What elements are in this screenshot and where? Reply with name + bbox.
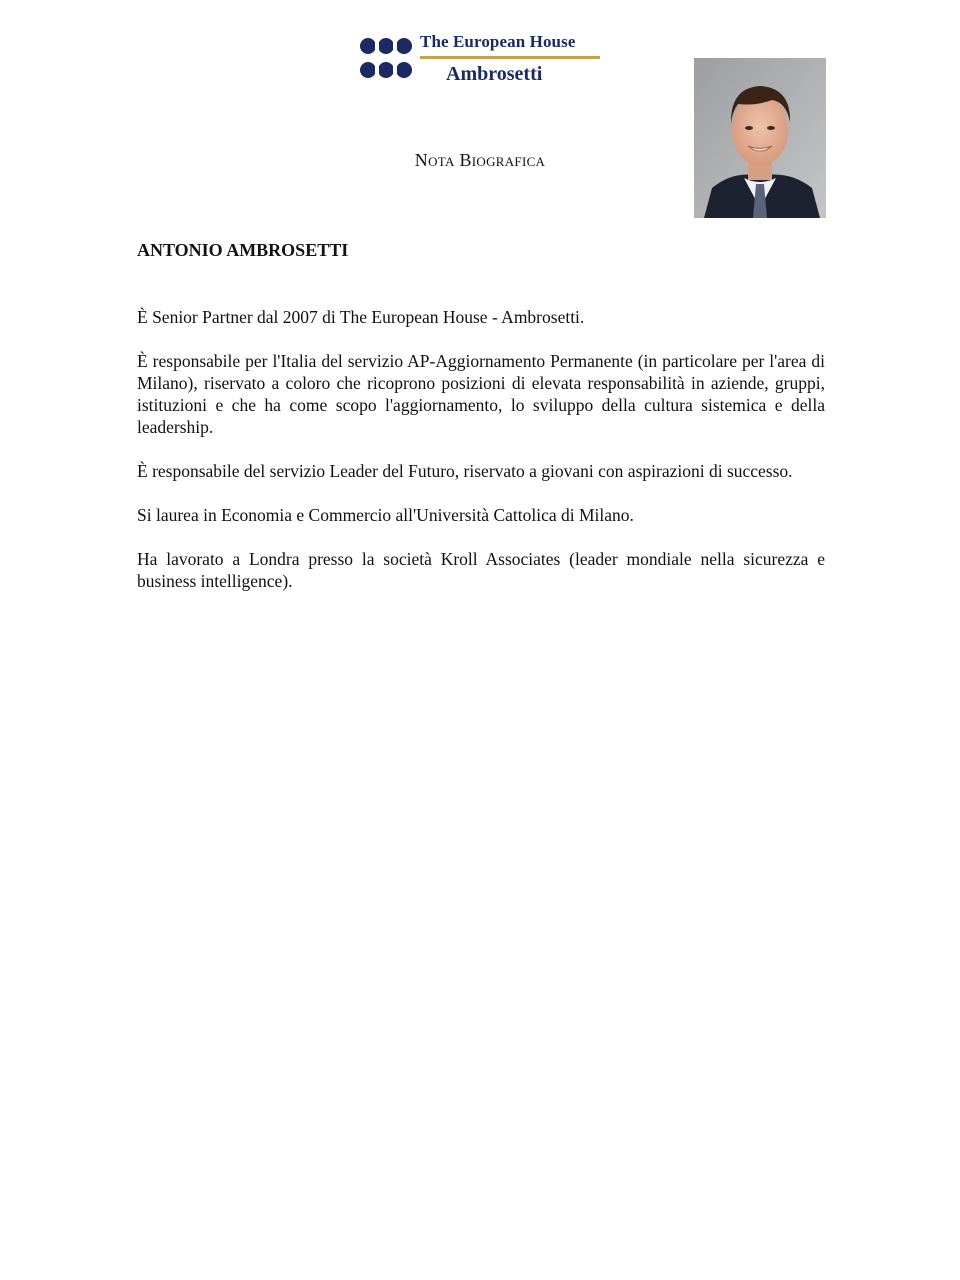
ambrosetti-logo-icon (358, 32, 414, 84)
logo-divider (420, 56, 600, 59)
person-name: ANTONIO AMBROSETTI (137, 240, 349, 260)
page-title: Nota Biografica (414, 150, 546, 170)
bio-paragraph: È responsabile del servizio Leader del Futuro, riservato a giovani con aspirazioni di successo. (137, 461, 793, 481)
bio-paragraph: Ha lavorato a Londra presso la società Kroll Associates (leader mondiale nella sicurezza e business intelligence). (137, 549, 825, 591)
bio-paragraph: È Senior Partner dal 2007 di The European House - Ambrosetti. (137, 307, 585, 327)
portrait-photo (694, 58, 826, 218)
bio-paragraph: Si laurea in Economia e Commercio all'Università Cattolica di Milano. (137, 505, 634, 525)
company-logo (358, 30, 608, 90)
biography-text (137, 306, 825, 614)
logo-text-line2: Ambrosetti (446, 63, 543, 85)
logo-text-line1: The European House (420, 32, 576, 51)
bio-paragraph: È responsabile per l'Italia del servizio AP-Aggiornamento Permanente (in particolare per l'area di Milano), riservato a coloro che ricoprono posizioni di elevata responsabilità in aziende, gruppi, istituzioni e che ha come scopo l'aggiornamento, lo sviluppo della cultura sistemica e della leadership. (137, 351, 825, 437)
